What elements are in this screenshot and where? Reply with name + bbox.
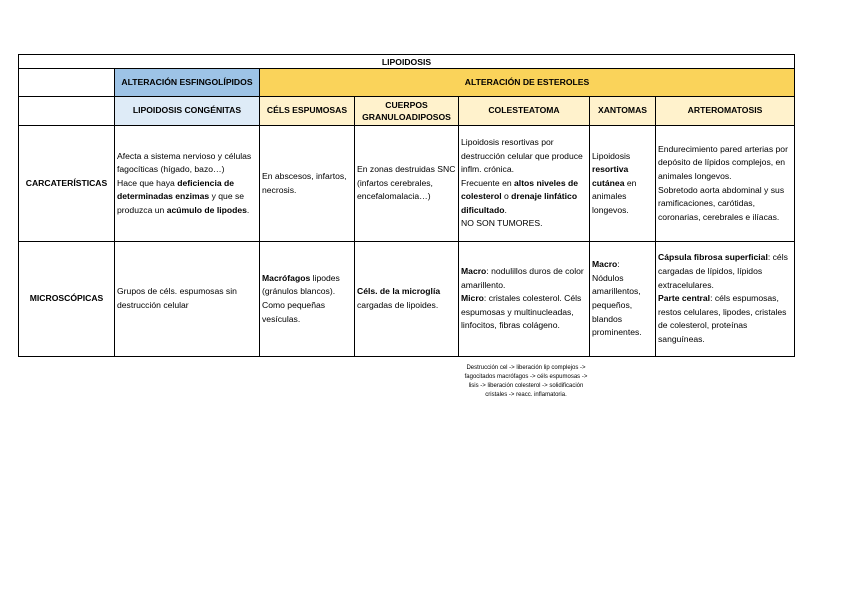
cell-caract-granuloadiposos <box>355 126 459 242</box>
pathogenesis-note: Destrucción cel -> liberación lip complejos -> fagocitados macrófagos -> céls espumosas -> lisis -> liberación colesterol -> solidificación cristales -> reacc. inflamatoria. <box>464 365 588 398</box>
cell-micro-espumosas <box>260 242 355 357</box>
cell-caract-colesteatoma <box>459 126 590 242</box>
cell-text-segment: En abscesos, infartos, necrosis. <box>262 170 347 195</box>
cell-micro-congenitas <box>115 242 260 357</box>
cell-text-segment: cargadas de lipoides. <box>357 300 439 310</box>
cell-text-segment: o <box>501 191 512 202</box>
cell-text-segment: . <box>246 204 250 215</box>
empty-corner-top <box>19 69 115 97</box>
group-header-esfingolipidos: ALTERACIÓN ESFINGOLÍPIDOS <box>115 69 260 97</box>
cell-text-segment: Macro <box>461 266 487 277</box>
col-header-cuerpos-granuloadiposos: CUERPOS GRANULOADIPOSOS <box>355 97 459 126</box>
cell-text-segment: Grupos de céls. espumosas sin destrucción celular <box>117 286 237 310</box>
cell-micro-xantomas <box>590 242 656 357</box>
cell-text-segment: . <box>504 204 507 215</box>
cell-text-segment: : céls cargadas de lípidos, lípidos extracelulares. <box>658 252 788 290</box>
cell-text-segment: Macrófagos <box>262 272 311 283</box>
cell-text-segment: Micro <box>461 293 484 304</box>
cell-caract-congenitas <box>115 126 260 242</box>
cell-text-segment: Hace que haya <box>117 177 178 188</box>
cell-text-segment: altos niveles de colesterol <box>461 177 579 202</box>
empty-corner <box>19 97 115 126</box>
cell-text-segment: Sobretodo aorta abdominal y sus ramificaciones, carótidas, coronarias, cerebrales e ilíacas. <box>658 184 785 222</box>
table-title: LIPOIDOSIS <box>19 55 795 69</box>
cell-text-segment: : nodulillos duros de color amarillento. <box>461 266 584 290</box>
cell-text-segment: : cristales colesterol. Céls espumosas y multinucleadas, linfocitos, fibras colágeno. <box>461 293 582 331</box>
row-label-caracteristicas: CARCATERÍSTICAS <box>19 126 115 242</box>
cell-caract-espumosas <box>260 126 355 242</box>
cell-text-segment: lipodes (gránulos blancos). Como pequeñas vesículas. <box>262 272 340 324</box>
cell-text-segment: deficiencia de determinadas enzimas <box>117 177 235 202</box>
cell-text-segment: : céls espumosas, restos celulares, lipodes, cristales de colesterol, proteínas sanguíneas. <box>658 293 787 344</box>
cell-micro-colesteatoma <box>459 242 590 357</box>
cell-text-segment: Macro <box>592 259 618 270</box>
cell-text-segment: Céls. de la microglía <box>357 286 441 297</box>
col-header-xantomas: XANTOMAS <box>590 97 656 126</box>
cell-text-segment: acúmulo de lipodes <box>166 204 247 215</box>
row-label-microscopicas: MICROSCÓPICAS <box>19 242 115 357</box>
col-header-colesteatoma: COLESTEATOMA <box>459 97 590 126</box>
cell-text-segment: Cápsula fibrosa superficial <box>658 252 768 263</box>
cell-text-segment: NO SON TUMORES. <box>461 218 543 229</box>
cell-text-segment: drenaje linfático dificultado <box>461 191 578 215</box>
cell-text-segment: Parte central <box>658 293 711 304</box>
cell-text-segment: Lipoidosis <box>592 150 631 161</box>
cell-text-segment: : Nódulos amarillentos, pequeños, blandos prominentes. <box>592 259 642 338</box>
lipoidosis-table <box>18 54 795 357</box>
cell-caract-arteromatosis <box>656 126 795 242</box>
col-header-arteromatosis: ARTEROMATOSIS <box>656 97 795 126</box>
cell-text-segment: resortiva cutánea <box>592 164 629 188</box>
col-header-cels-espumosas: CÉLS ESPUMOSAS <box>260 97 355 126</box>
cell-text-segment: Endurecimiento pared arterias por depósito de lípidos complejos, en animales longevos. <box>658 143 788 181</box>
cell-text-segment: Afecta a sistema nervioso y células fagocíticas (hígado, bazo…) <box>117 150 252 175</box>
cell-micro-arteromatosis <box>656 242 795 357</box>
cell-text-segment: Frecuente en <box>461 177 515 188</box>
cell-text-segment: en animales longevos. <box>592 177 637 215</box>
col-header-lipoidosis-congenitas: LIPOIDOSIS CONGÉNITAS <box>115 97 260 126</box>
cell-caract-xantomas <box>590 126 656 242</box>
cell-micro-granuloadiposos <box>355 242 459 357</box>
group-header-esteroles: ALTERACIÓN DE ESTEROLES <box>260 69 795 97</box>
cell-text-segment: Lipoidosis resortivas por destrucción celular que produce inflm. crónica. <box>461 136 583 175</box>
cell-text-segment: y que se produzca un <box>117 191 245 215</box>
cell-text-segment: En zonas destruidas SNC (infartos cerebrales, encefalomalacia…) <box>357 164 456 202</box>
